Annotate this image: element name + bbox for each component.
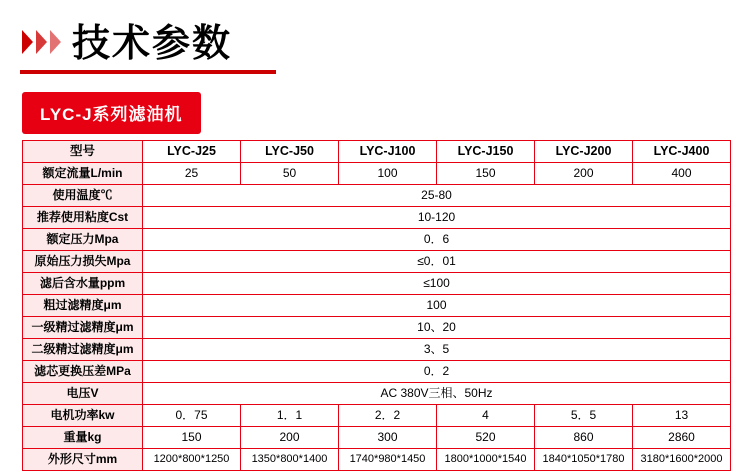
- row-value-cell: 860: [535, 427, 633, 449]
- row-label: 外形尺寸mm: [23, 449, 143, 471]
- row-value-cell: 2．2: [339, 405, 437, 427]
- row-value-cell: 4: [437, 405, 535, 427]
- row-value-cell: 5．5: [535, 405, 633, 427]
- header-underline: [20, 70, 276, 74]
- page-title: 技术参数: [72, 23, 233, 65]
- row-value-cell: 1200*800*1250: [143, 449, 241, 471]
- series-badge: LYC-J系列滤油机: [22, 92, 201, 134]
- row-value-merged: 25-80: [143, 185, 731, 207]
- row-value-merged: AC 380V三相、50Hz: [143, 383, 731, 405]
- column-header-model-6: LYC-J400: [633, 141, 731, 163]
- column-header-model-3: LYC-J100: [339, 141, 437, 163]
- page-header: [0, 0, 750, 82]
- row-label: 二级精过滤精度μm: [23, 339, 143, 361]
- row-value-cell: 1840*1050*1780: [535, 449, 633, 471]
- row-label: 电机功率kw: [23, 405, 143, 427]
- row-label: 滤芯更换压差MPa: [23, 361, 143, 383]
- column-header-model-5: LYC-J200: [535, 141, 633, 163]
- row-value-cell: 2860: [633, 427, 731, 449]
- table-row: [23, 339, 731, 361]
- row-label: 电压V: [23, 383, 143, 405]
- column-header-model: 型号: [23, 141, 143, 163]
- row-value-merged: 3、5: [143, 339, 731, 361]
- row-label: 重量kg: [23, 427, 143, 449]
- table-row: [23, 207, 731, 229]
- table-row: [23, 251, 731, 273]
- column-header-model-1: LYC-J25: [143, 141, 241, 163]
- row-label: 使用温度℃: [23, 185, 143, 207]
- column-header-model-2: LYC-J50: [241, 141, 339, 163]
- row-label: 推荐使用粘度Cst: [23, 207, 143, 229]
- row-value-cell: 400: [633, 163, 731, 185]
- table-row: [23, 405, 731, 427]
- row-label: 原始压力损失Mpa: [23, 251, 143, 273]
- column-header-model-4: LYC-J150: [437, 141, 535, 163]
- table-header-row: [23, 141, 731, 163]
- row-value-cell: 150: [437, 163, 535, 185]
- table-row: [23, 229, 731, 251]
- row-value-cell: 300: [339, 427, 437, 449]
- row-value-merged: 10-120: [143, 207, 731, 229]
- table-row: [23, 273, 731, 295]
- row-label: 粗过滤精度μm: [23, 295, 143, 317]
- table-row: [23, 317, 731, 339]
- table-row: [23, 449, 731, 471]
- table-row: [23, 163, 731, 185]
- row-label: 一级精过滤精度μm: [23, 317, 143, 339]
- row-value-cell: 1350*800*1400: [241, 449, 339, 471]
- row-value-cell: 1．1: [241, 405, 339, 427]
- row-value-merged: ≤100: [143, 273, 731, 295]
- row-value-cell: 50: [241, 163, 339, 185]
- row-value-cell: 13: [633, 405, 731, 427]
- row-value-cell: 25: [143, 163, 241, 185]
- row-label: 额定流量L/min: [23, 163, 143, 185]
- row-value-cell: 200: [241, 427, 339, 449]
- row-value-cell: 1740*980*1450: [339, 449, 437, 471]
- table-row: [23, 295, 731, 317]
- row-value-cell: 150: [143, 427, 241, 449]
- row-value-merged: 100: [143, 295, 731, 317]
- table-row: [23, 427, 731, 449]
- row-value-cell: 3180*1600*2000: [633, 449, 731, 471]
- double-chevron-right-icon: [22, 30, 61, 54]
- row-value-cell: 100: [339, 163, 437, 185]
- table-row: [23, 361, 731, 383]
- spec-table-container: [22, 140, 730, 471]
- row-value-cell: 0．75: [143, 405, 241, 427]
- row-value-cell: 520: [437, 427, 535, 449]
- row-label: 额定压力Mpa: [23, 229, 143, 251]
- row-value-cell: 200: [535, 163, 633, 185]
- row-label: 滤后含水量ppm: [23, 273, 143, 295]
- row-value-cell: 1800*1000*1540: [437, 449, 535, 471]
- table-row: [23, 185, 731, 207]
- row-value-merged: 0．6: [143, 229, 731, 251]
- row-value-merged: 0．2: [143, 361, 731, 383]
- row-value-merged: ≤0．01: [143, 251, 731, 273]
- spec-table: [22, 140, 731, 471]
- table-row: [23, 383, 731, 405]
- row-value-merged: 10、20: [143, 317, 731, 339]
